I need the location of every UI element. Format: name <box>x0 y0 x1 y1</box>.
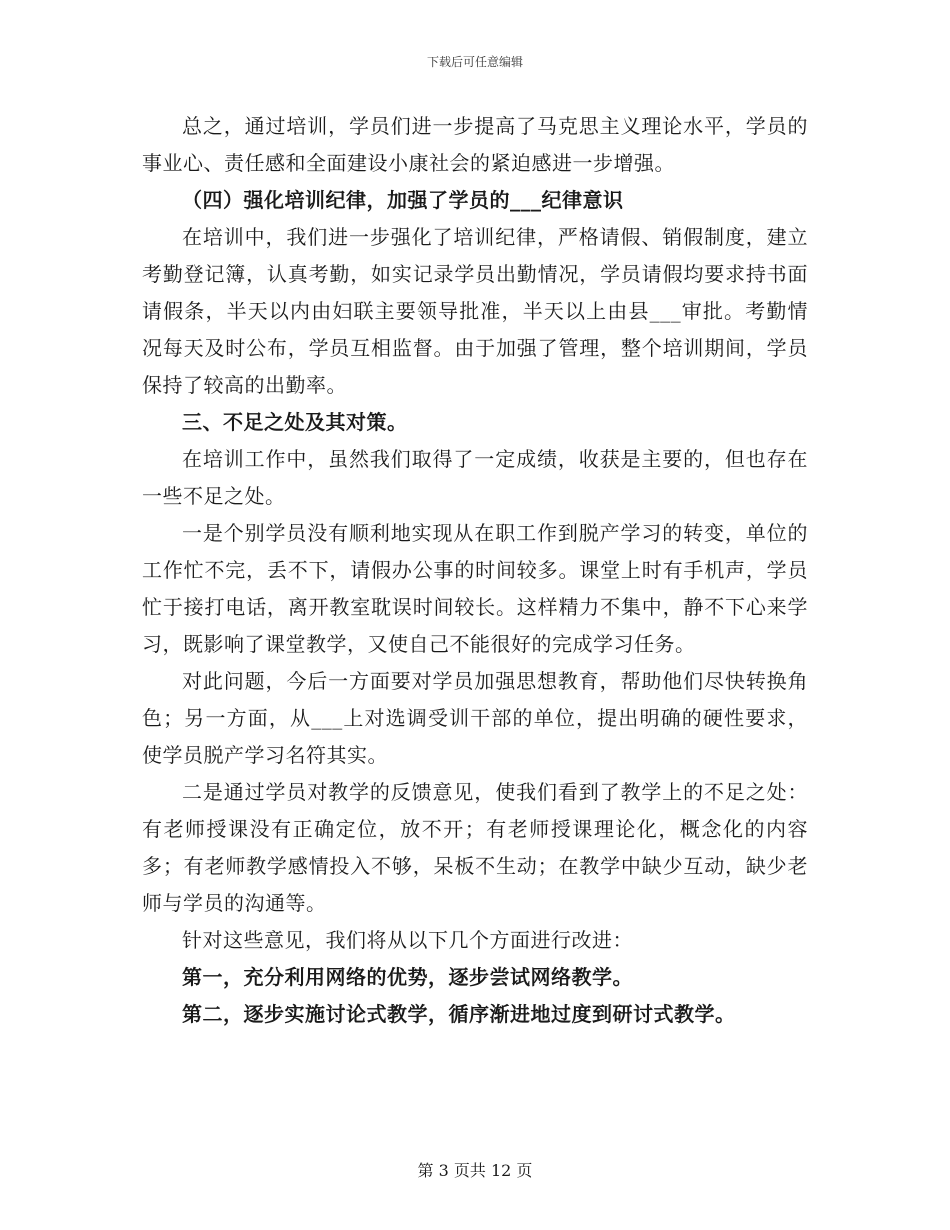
paragraph-summary: 总之，通过培训，学员们进一步提高了马克思主义理论水平，学员的事业心、责任感和全面建设小康社会的紧迫感进一步增强。 <box>142 114 808 175</box>
paragraph-discipline: 在培训中，我们进一步强化了培训纪律，严格请假、销假制度，建立考勤登记簿，认真考勤，如实记录学员出勤情况，学员请假均要求持书面请假条，半天以内由妇联主要领导批准，半天以上由县___审批。考勤情况每天及时公布，学员互相监督。由于加强了管理，整个培训期间，学员保持了较高的出勤率。 <box>142 225 808 397</box>
header-note: 下载后可任意编辑 <box>426 55 523 69</box>
paragraph-countermeasure-one: 对此问题，今后一方面要对学员加强思想教育，帮助他们尽快转换角色；另一方面，从___上对选调受训干部的单位，提出明确的硬性要求，使学员脱产学习名符其实。 <box>142 669 808 767</box>
section-heading-discipline: （四）强化培训纪律，加强了学员的___纪律意识 <box>182 188 624 212</box>
improvement-one: 第一，充分利用网络的优势，逐步尝试网络教学。 <box>182 965 633 989</box>
paragraph-improvements-intro: 针对这些意见，我们将从以下几个方面进行改进： <box>182 928 633 952</box>
improvement-two: 第二，逐步实施讨论式教学，循序渐进地过度到研讨式教学。 <box>182 1002 736 1026</box>
document-body <box>142 108 808 1033</box>
page-number: 第 3 页共 12 页 <box>417 1161 533 1180</box>
paragraph-shortcomings-intro: 在培训工作中，虽然我们取得了一定成绩，收获是主要的，但也存在一些不足之处。 <box>142 447 808 508</box>
paragraph-issue-two: 二是通过学员对教学的反馈意见，使我们看到了教学上的不足之处：有老师授课没有正确定位，放不开；有老师授课理论化，概念化的内容多；有老师教学感情投入不够，呆板不生动；在教学中缺少互动，缺少老师与学员的沟通等。 <box>142 780 808 915</box>
section-heading-shortcomings: 三、不足之处及其对策。 <box>182 410 408 434</box>
paragraph-issue-one: 一是个别学员没有顺利地实现从在职工作到脱产学习的转变，单位的工作忙不完，丢不下，请假办公事的时间较多。课堂上时有手机声，学员忙于接打电话，离开教室耽误时间较长。这样精力不集中，静不下心来学习，既影响了课堂教学，又使自己不能很好的完成学习任务。 <box>142 521 808 656</box>
